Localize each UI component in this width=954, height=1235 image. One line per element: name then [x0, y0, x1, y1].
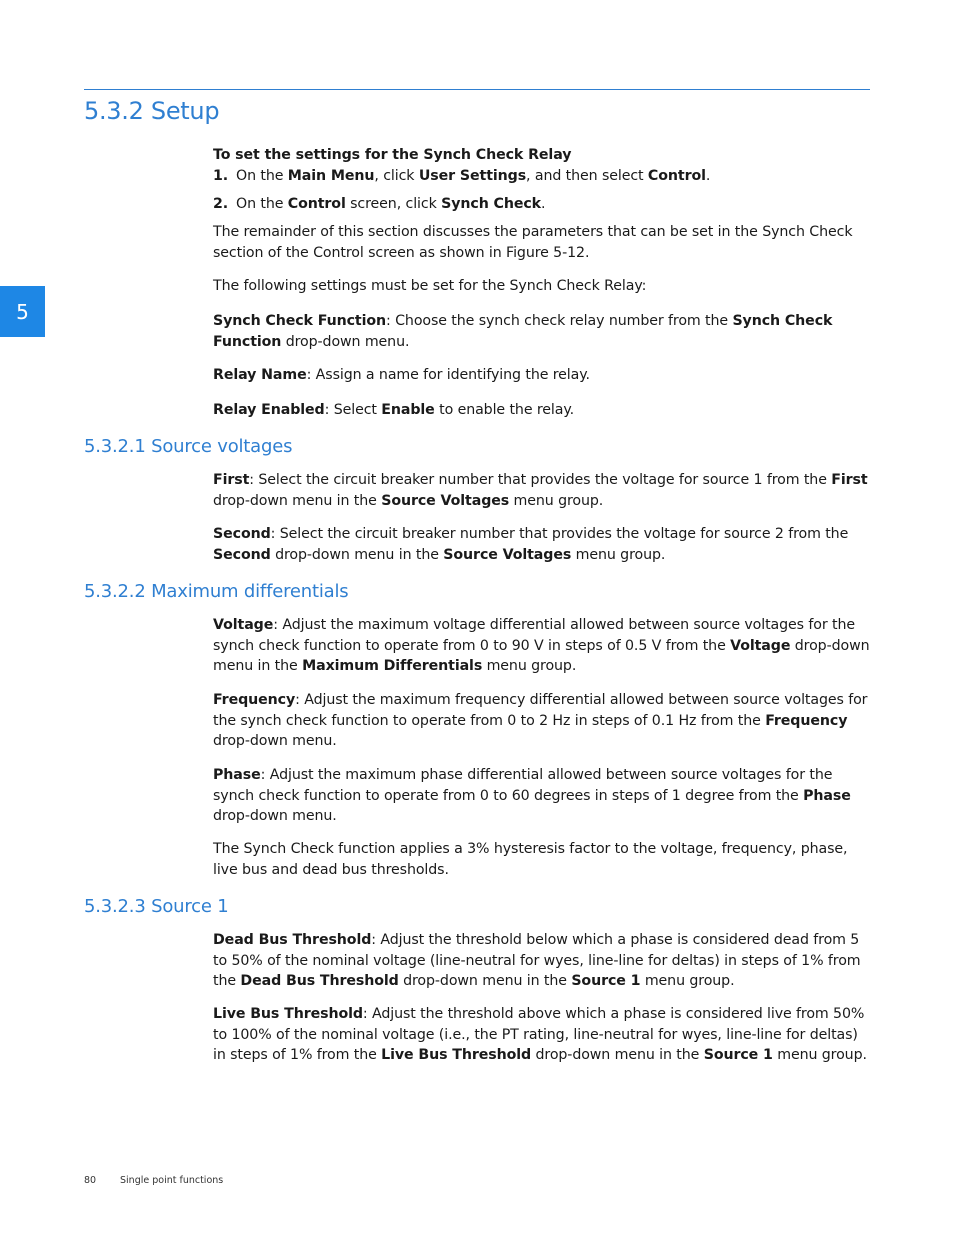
second-setting: Second: Select the circuit breaker number that provides the voltage for source 2 from the Second drop-down menu in the Source Voltages menu group.: [213, 526, 849, 563]
relay-enabled-setting: Relay Enabled: Select Enable to enable the relay.: [213, 402, 575, 418]
frequency-setting: Frequency: Adjust the maximum frequency differential allowed between source voltages for the synch check function to operate from 0 to 2 Hz in steps of 0.1 Hz from the Frequency drop-down menu.: [213, 692, 868, 749]
intro-settings-line: The following settings must be set for the Synch Check Relay:: [213, 278, 647, 294]
relay-name-setting: Relay Name: Assign a name for identifying the relay.: [213, 367, 590, 383]
header-rule: [84, 89, 870, 90]
page-number: 80: [84, 1175, 97, 1186]
synch-check-function-setting: Synch Check Function: Choose the synch check relay number from the Synch Check Function drop-down menu.: [213, 313, 833, 350]
footer-title: Single point functions: [120, 1175, 224, 1186]
chapter-tab: 5: [0, 286, 45, 337]
first-setting: First: Select the circuit breaker number that provides the voltage for source 1 from the First drop-down menu in the Source Voltages menu group.: [213, 472, 868, 509]
hysteresis-note: The Synch Check function applies a 3% hysteresis factor to the voltage, frequency, phase, live bus and dead bus thresholds.: [213, 841, 848, 878]
phase-setting: Phase: Adjust the maximum phase differential allowed between source voltages for the synch check function to operate from 0 to 60 degrees in steps of 1 degree from the Phase drop-down menu.: [213, 767, 851, 824]
voltage-setting: Voltage: Adjust the maximum voltage differential allowed between source voltages for the synch check function to operate from 0 to 90 V in steps of 0.5 V from the Voltage drop-down menu in the Maximum Differentials menu group.: [213, 617, 870, 674]
source-voltages-heading: 5.3.2.1 Source voltages: [84, 436, 293, 457]
section-title: 5.3.2 Setup: [84, 97, 220, 125]
maximum-differentials-heading: 5.3.2.2 Maximum differentials: [84, 581, 349, 602]
procedure-title: To set the settings for the Synch Check Relay: [213, 147, 572, 163]
procedure-step-2: 2. On the Control screen, click Synch Check.: [213, 196, 546, 212]
dead-bus-threshold-setting: Dead Bus Threshold: Adjust the threshold below which a phase is considered dead from 5 to 50% of the nominal voltage (line-neutral for wyes, line-line for deltas) in steps of 1% from the Dead Bus Threshold drop-down menu in the Source 1 menu group.: [213, 932, 861, 989]
source-1-heading: 5.3.2.3 Source 1: [84, 896, 229, 917]
procedure-step-1: 1. On the Main Menu, click User Settings, and then select Control.: [213, 168, 711, 184]
intro-paragraph: The remainder of this section discusses the parameters that can be set in the Synch Check section of the Control screen as shown in Figure 5-12.: [213, 224, 853, 261]
live-bus-threshold-setting: Live Bus Threshold: Adjust the threshold above which a phase is considered live from 50% to 100% of the nominal voltage (i.e., the PT rating, line-neutral for wyes, line-line for deltas) in steps of 1% from the Live Bus Threshold drop-down menu in the Source 1 menu group.: [213, 1006, 867, 1063]
